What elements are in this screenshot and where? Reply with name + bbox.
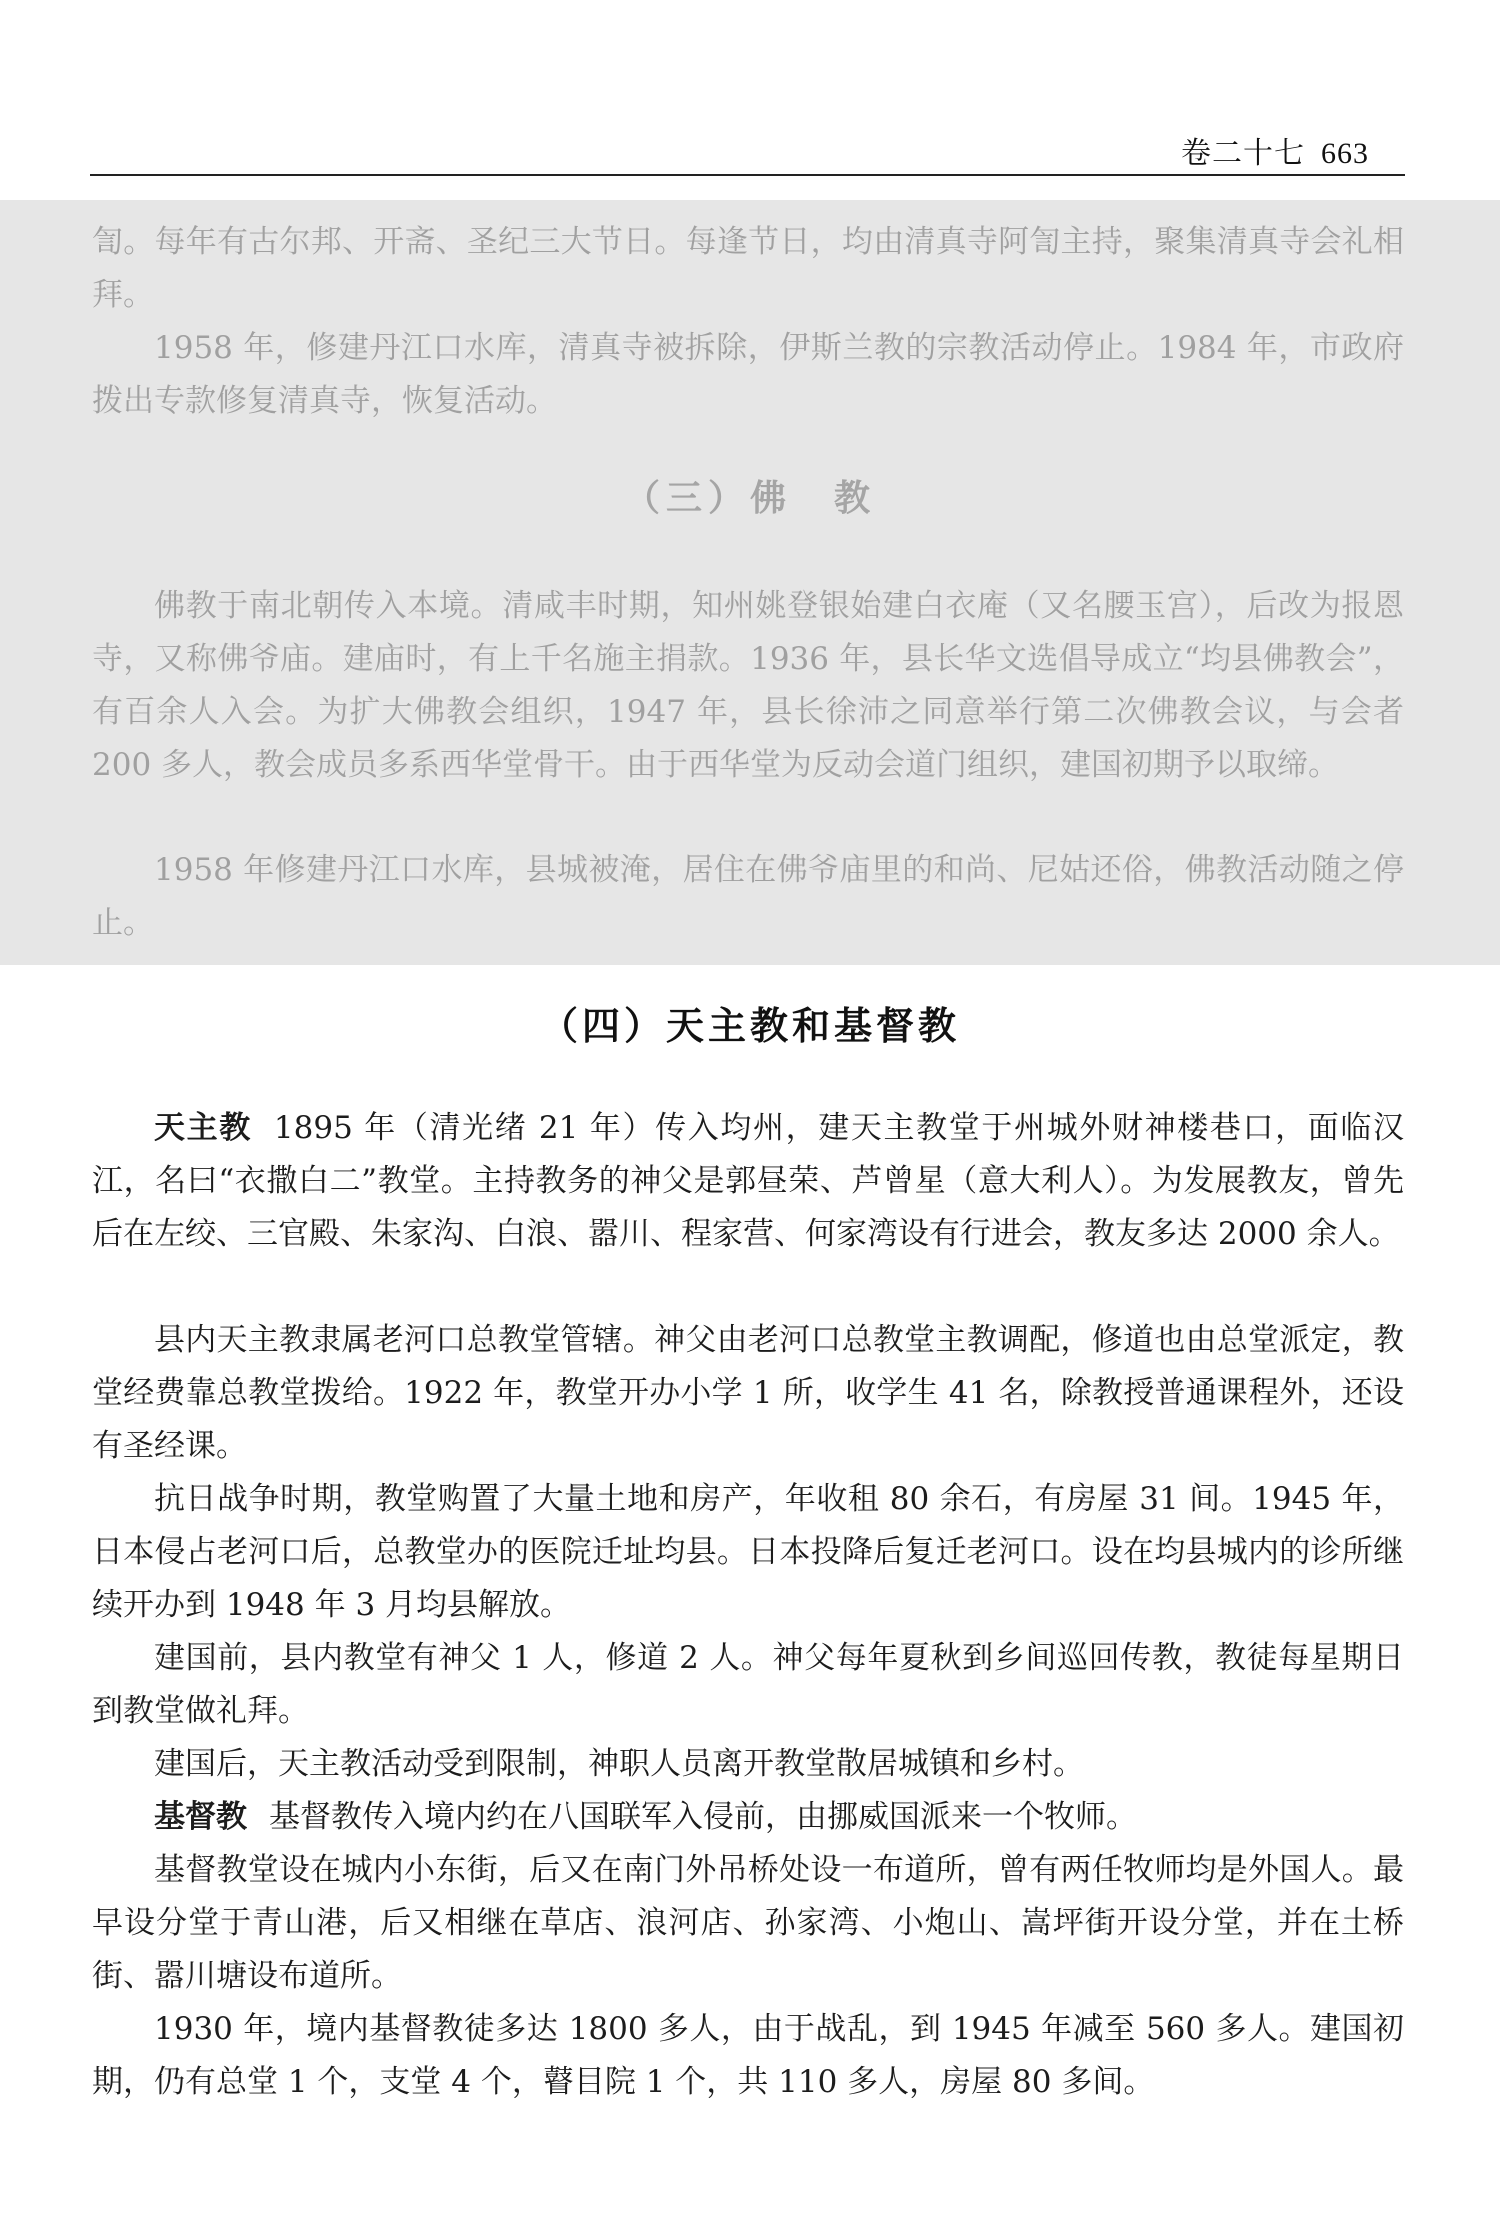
paragraph-text: 1895 年（清光绪 21 年）传入均州，建天主教堂于州城外财神楼巷口，面临汉江，名曰“衣撒白二”教堂。主持教务的神父是郭昼荣、芦曾星（意大利人）。为发展教友，曾先后在左绞、三官殿、朱家沟、白浪、嚣川、程家营、何家湾设有行进会，教友多达 2000 余人。	[92, 1110, 1405, 1252]
paragraph-catholic-intro	[92, 1102, 1404, 1261]
paragraph: 基督教堂设在城内小东街，后又在南门外吊桥处设一布道所，曾有两任牧师均是外国人。最早设分堂于青山港，后又相继在草店、浪河店、孙家湾、小炮山、嵩坪街开设分堂，并在土桥街、嚣川塘设布道所。	[92, 1852, 1404, 1994]
paragraph: 建国前，县内教堂有神父 1 人，修道 2 人。神父每年夏秋到乡间巡回传教，教徒每星期日到教堂做礼拜。	[92, 1640, 1404, 1729]
term-protestant: 基督教	[154, 1799, 247, 1835]
paragraph: 訇。每年有古尔邦、开斋、圣纪三大节日。每逢节日，均由清真寺阿訇主持，聚集清真寺会礼相拜。	[92, 224, 1404, 313]
paragraph: 1958 年，修建丹江口水库，清真寺被拆除，伊斯兰教的宗教活动停止。1984 年，市政府拨出专款修复清真寺，恢复活动。	[92, 330, 1404, 419]
paragraph-text: 基督教传入境内约在八国联军入侵前，由挪威国派来一个牧师。	[269, 1799, 1137, 1835]
term-catholic: 天主教	[154, 1110, 252, 1146]
paragraph: 1930 年，境内基督教徒多达 1800 多人，由于战乱，到 1945 年减至 560 多人。建国初期，仍有总堂 1 个，支堂 4 个，瞽目院 1 个，共 110 多人，房屋 80 多间。	[92, 2011, 1404, 2100]
paragraph: 抗日战争时期，教堂购置了大量土地和房产，年收租 80 余石，有房屋 31 间。1945 年，日本侵占老河口后，总教堂办的医院迁址均县。日本投降后复迁老河口。设在均县城内的诊所继续开办到 1948 年 3 月均县解放。	[92, 1481, 1404, 1623]
paragraph: 县内天主教隶属老河口总教堂管辖。神父由老河口总教堂主教调配，修道也由总堂派定，教堂经费靠总教堂拨给。1922 年，教堂开办小学 1 所，收学生 41 名，除教授普通课程外，还设有圣经课。	[92, 1322, 1404, 1464]
paragraph: 1958 年修建丹江口水库，县城被淹，居住在佛爷庙里的和尚、尼姑还俗，佛教活动随之停止。	[92, 852, 1404, 941]
section-title-buddhism: （三）佛 教	[623, 477, 876, 519]
page-header	[90, 122, 1405, 176]
page-number: 663	[1321, 137, 1369, 170]
header-text	[1181, 128, 1369, 172]
paragraph: 佛教于南北朝传入本境。清咸丰时期，知州姚登银始建白衣庵（又名腰玉宫），后改为报恩寺，又称佛爷庙。建庙时，有上千名施主捐款。1936 年，县长华文选倡导成立“均县佛教会”，有百余人入会。为扩大佛教会组织，1947 年，县长徐沛之同意举行第二次佛教会议，与会者 200 多人，教会成员多系西华堂骨干。由于西华堂为反动会道门组织，建国初期予以取缔。	[92, 588, 1404, 783]
volume-label: 卷二十七	[1181, 136, 1305, 171]
paragraph: 建国后，天主教活动受到限制，神职人员离开教堂散居城镇和乡村。	[154, 1746, 1084, 1782]
paragraph-protestant-intro	[92, 1791, 1404, 1844]
section-title-christianity: （四）天主教和基督教	[539, 1003, 960, 1048]
faded-section	[0, 200, 1500, 965]
